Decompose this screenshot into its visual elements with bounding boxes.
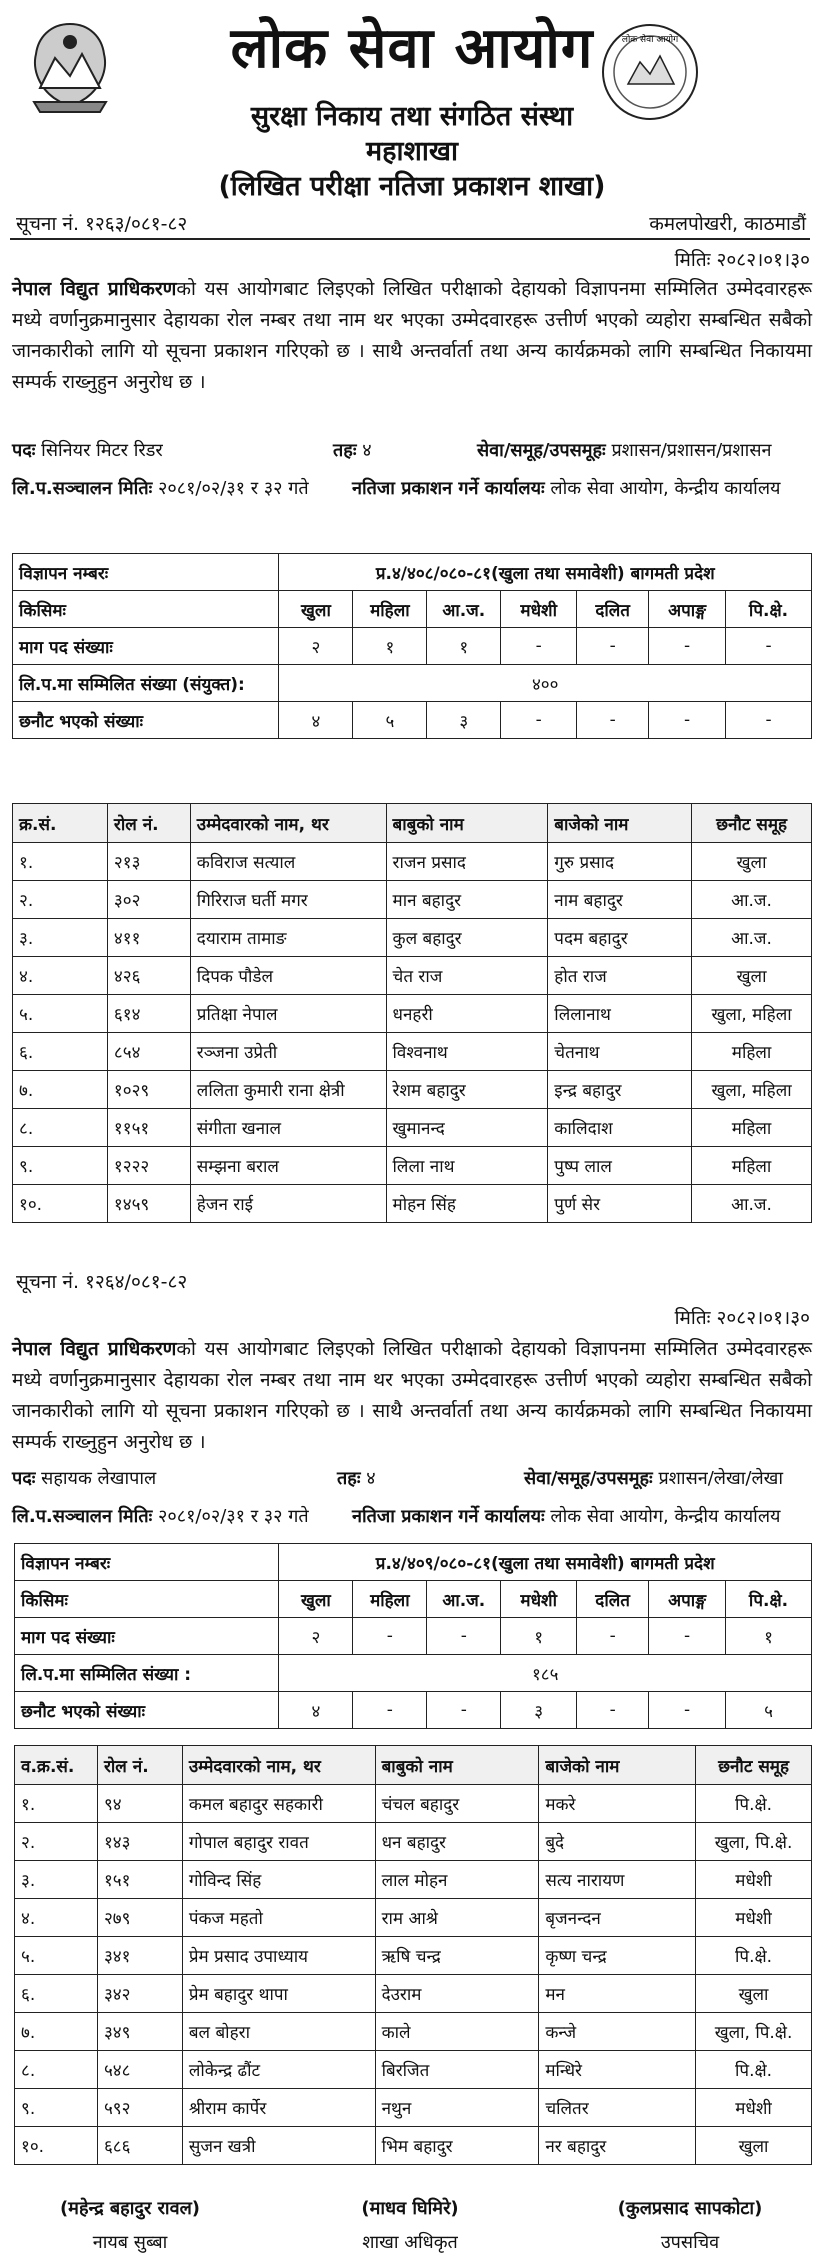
table-cell: पंकज महतो — [182, 1899, 375, 1937]
table-cell: पि.क्षे. — [696, 2051, 812, 2089]
table-cell: बल बोहरा — [182, 2013, 375, 2051]
table-row — [15, 2013, 812, 2051]
notice1-service: सेवा/समूह/उपसमूहः प्रशासन/प्रशासन/प्रशासन — [477, 440, 772, 461]
table-cell: लिलानाथ — [548, 995, 692, 1033]
table-cell: होत राज — [548, 957, 692, 995]
table-cell: दयाराम तामाङ — [190, 919, 386, 957]
table-cell: राजन प्रसाद — [386, 843, 548, 881]
table-cell: नर बहादुर — [539, 2127, 696, 2165]
notice1-adv-number: प्र.४/४०८/०८०-८१(खुला तथा समावेशी) बागमती प्रदेश — [279, 554, 812, 591]
table-cell: ५४८ — [97, 2051, 182, 2089]
table-cell: १०२९ — [107, 1071, 190, 1109]
table-cell: बृजनन्दन — [539, 1899, 696, 1937]
table-cell: कन्जे — [539, 2013, 696, 2051]
table-cell: सम्झना बराल — [190, 1147, 386, 1185]
table-row — [13, 1033, 812, 1071]
page-title: लोक सेवा आयोग — [230, 16, 594, 81]
table-cell: चेतनाथ — [548, 1033, 692, 1071]
table-cell: २७९ — [97, 1899, 182, 1937]
table-cell: खुला, पि.क्षे. — [696, 1823, 812, 1861]
table-row — [13, 881, 812, 919]
table-cell: ४. — [13, 957, 108, 995]
table-cell: खुला — [696, 2127, 812, 2165]
table-cell: पि.क्षे. — [696, 1785, 812, 1823]
table-cell: मधेशी — [696, 1861, 812, 1899]
table-cell: संगीता खनाल — [190, 1109, 386, 1147]
table-cell: ४. — [15, 1899, 98, 1937]
table-cell: नाम बहादुर — [548, 881, 692, 919]
table-cell: ४२६ — [107, 957, 190, 995]
notice1-results-table: क्र.सं. रोल नं. उम्मेदवारको नाम, थर बाबुको नाम बाजेको नाम छनौट समूह १. २१३ कविराज सत्याल राजन प्रसाद गुरु प्रसाद खुला २. ३०२ गिरिराज घर्ती मगर मान बहादुर नाम बहादुर आ.ज. ३. ४११ दयाराम तामाङ कुल बहादुर पदम बहादुर आ.ज. ४. ४२६ दिपक पौडेल चेत राज होत राज खुला ५. ६१४ प्रतिक्षा नेपाल धनहरी लिलानाथ खुला, महिला ६. ८५४ रञ्जना उप्रेती विश्वनाथ चेतनाथ महिला ७. १०२९ ललिता कुमारी राना क्षेत्री रेशम बहादुर इन्द्र बहादुर खुला, महिला ८. ११५१ संगीता खनाल खुमानन्द कालिदाश महिला ९. १२२२ सम्झना बराल लिला नाथ पुष्प लाल महिला १०. १४५९ हेजन राई मोहन सिंह पुर्ण सेर आ.ज. — [12, 803, 812, 1223]
table-cell: चंचल बहादुर — [375, 1785, 539, 1823]
table-cell: ३. — [15, 1861, 98, 1899]
table-cell: ७. — [15, 2013, 98, 2051]
table-cell: महिला — [692, 1147, 812, 1185]
table-cell: ४११ — [107, 919, 190, 957]
table-row — [15, 2127, 812, 2165]
table-cell: कविराज सत्याल — [190, 843, 386, 881]
table-cell: आ.ज. — [692, 881, 812, 919]
table-row — [13, 919, 812, 957]
table-row — [15, 1975, 812, 2013]
table-cell: मान बहादुर — [386, 881, 548, 919]
table-cell: खुला — [696, 1975, 812, 2013]
notice2-post: पदः सहायक लेखापाल — [12, 1468, 157, 1489]
table-cell: ८. — [15, 2051, 98, 2089]
signature-3: (कुलप्रसाद सापकोटा) उपसचिव — [617, 2198, 763, 2253]
table-cell: खुला, पि.क्षे. — [696, 2013, 812, 2051]
table-cell: मकरे — [539, 1785, 696, 1823]
header-line-2: महाशाखा — [366, 136, 458, 167]
notice2-text: को यस आयोगबाट लिइएको लिखित परीक्षाको देहायको विज्ञापनमा सम्मिलित उम्मेदवारहरू मध्ये वर्णानुक्रमानुसार देहायका रोल नम्बर तथा नाम थर भएका उम्मेदवारहरू उत्तीर्ण भएको व्यहोरा सम्बन्धित सबैको जानकारीको लागि यो सूचना प्रकाशन गरिएको छ । साथै अन्तर्वार्ता तथा अन्य कार्यक्रमको लागि सम्बन्धित निकायमा सम्पर्क राख्नुहुन अनुरोध छ । — [12, 1338, 812, 1453]
table-cell: महिला — [692, 1033, 812, 1071]
table-row — [15, 1899, 812, 1937]
table-cell: १. — [13, 843, 108, 881]
table-cell: प्रेम बहादुर थापा — [182, 1975, 375, 2013]
table-cell: ५. — [15, 1937, 98, 1975]
table-cell: १४५९ — [107, 1185, 190, 1223]
table-cell: ७. — [13, 1071, 108, 1109]
table-cell: विश्वनाथ — [386, 1033, 548, 1071]
table-cell: इन्द्र बहादुर — [548, 1071, 692, 1109]
table-cell: धन बहादुर — [375, 1823, 539, 1861]
notice2-level: तहः ४ — [337, 1468, 376, 1489]
table-cell: खुमानन्द — [386, 1109, 548, 1147]
table-cell: मन — [539, 1975, 696, 2013]
notice1-level: तहः ४ — [333, 440, 372, 461]
notice2-org: नेपाल विद्युत प्राधिकरण — [12, 1338, 177, 1360]
table-cell: ११५१ — [107, 1109, 190, 1147]
table-cell: खुला — [692, 957, 812, 995]
table-row — [13, 1147, 812, 1185]
table-row — [15, 1785, 812, 1823]
table-cell: १०. — [13, 1185, 108, 1223]
table-cell: ३०२ — [107, 881, 190, 919]
table-cell: नथुन — [375, 2089, 539, 2127]
table-cell: गोविन्द सिंह — [182, 1861, 375, 1899]
table-cell: ९. — [13, 1147, 108, 1185]
notice2-number: सूचना नं. १२६४/०८१-८२ — [16, 1271, 188, 1293]
notice2-adv-number: प्र.४/४०९/०८०-८१(खुला तथा समावेशी) बागमती प्रदेश — [279, 1544, 812, 1581]
seal-text: लोक सेवा आयोग — [621, 35, 679, 45]
table-cell: ९. — [15, 2089, 98, 2127]
table-row — [13, 1185, 812, 1223]
table-cell: दिपक पौडेल — [190, 957, 386, 995]
table-cell: काले — [375, 2013, 539, 2051]
table-cell: ५. — [13, 995, 108, 1033]
table-cell: ५९२ — [97, 2089, 182, 2127]
table-cell: ९४ — [97, 1785, 182, 1823]
notice2-service: सेवा/समूह/उपसमूहः प्रशासन/लेखा/लेखा — [524, 1468, 784, 1489]
table-cell: गुरु प्रसाद — [548, 843, 692, 881]
table-cell: मन्धिरे — [539, 2051, 696, 2089]
table-cell: पदम बहादुर — [548, 919, 692, 957]
table-cell: लाल मोहन — [375, 1861, 539, 1899]
notice1-org: नेपाल विद्युत प्राधिकरण — [12, 278, 177, 300]
table-cell: २१३ — [107, 843, 190, 881]
table-cell: श्रीराम कार्पेर — [182, 2089, 375, 2127]
header-line-1: सुरक्षा निकाय तथा संगठित संस्था — [250, 101, 574, 132]
notice1-info-table: विज्ञापन नम्बरः प्र.४/४०८/०८०-८१(खुला तथा समावेशी) बागमती प्रदेश किसिमः खुला महिला आ.ज. मधेशी दलित अपाङ्ग पि.क्षे. माग पद संख्याः २ १ १ - - - - लि.प.मा सम्मिलित संख्या (संयुक्त): ४०० छनौट भएको संख्याः ४ ५ ३ - - - - — [12, 553, 812, 739]
table-row — [13, 995, 812, 1033]
signature-2: (माधव घिमिरे) शाखा अधिकृत — [361, 2198, 459, 2253]
notice1-office: नतिजा प्रकाशन गर्ने कार्यालयः लोक सेवा आयोग, केन्द्रीय कार्यालय — [352, 478, 781, 499]
table-cell: लोकेन्द्र ढौंट — [182, 2051, 375, 2089]
table-cell: १. — [15, 1785, 98, 1823]
table-cell: कालिदाश — [548, 1109, 692, 1147]
table-cell: पि.क्षे. — [696, 1937, 812, 1975]
table-cell: कुल बहादुर — [386, 919, 548, 957]
table-cell: खुला, महिला — [692, 1071, 812, 1109]
table-cell: ६८६ — [97, 2127, 182, 2165]
table-cell: मोहन सिंह — [386, 1185, 548, 1223]
table-cell: सत्य नारायण — [539, 1861, 696, 1899]
notice2-date: मितिः २०८२।०१।३० — [674, 1307, 810, 1329]
table-cell: पुष्प लाल — [548, 1147, 692, 1185]
table-cell: सुजन खत्री — [182, 2127, 375, 2165]
table-cell: २. — [13, 881, 108, 919]
table-cell: ऋषि चन्द्र — [375, 1937, 539, 1975]
table-cell: चेत राज — [386, 957, 548, 995]
table-cell: मधेशी — [696, 2089, 812, 2127]
table-cell: पुर्ण सेर — [548, 1185, 692, 1223]
table-cell: ३४२ — [97, 1975, 182, 2013]
notice1-location: कमलपोखरी, काठमाडौं — [649, 213, 806, 235]
table-cell: धनहरी — [386, 995, 548, 1033]
table-cell: ८५४ — [107, 1033, 190, 1071]
table-cell: गिरिराज घर्ती मगर — [190, 881, 386, 919]
table-row — [13, 843, 812, 881]
table-cell: खुला, महिला — [692, 995, 812, 1033]
table-cell: आ.ज. — [692, 1185, 812, 1223]
table-cell: बिरजित — [375, 2051, 539, 2089]
table-cell: ८. — [13, 1109, 108, 1147]
notice2-office: नतिजा प्रकाशन गर्ने कार्यालयः लोक सेवा आयोग, केन्द्रीय कार्यालय — [352, 1506, 781, 1527]
table-cell: प्रतिक्षा नेपाल — [190, 995, 386, 1033]
table-cell: महिला — [692, 1109, 812, 1147]
notice2-body — [12, 1334, 812, 1458]
table-cell: आ.ज. — [692, 919, 812, 957]
table-cell: ६. — [15, 1975, 98, 2013]
table-cell: लिला नाथ — [386, 1147, 548, 1185]
table-cell: प्रेम प्रसाद उपाध्याय — [182, 1937, 375, 1975]
table-row — [15, 2051, 812, 2089]
notice1-body — [12, 274, 812, 398]
table-cell: १४३ — [97, 1823, 182, 1861]
table-row — [13, 957, 812, 995]
notice1-date: मितिः २०८२।०१।३० — [674, 249, 810, 271]
table-cell: कृष्ण चन्द्र — [539, 1937, 696, 1975]
table-cell: ३४१ — [97, 1937, 182, 1975]
table-row — [15, 1823, 812, 1861]
table-cell: मधेशी — [696, 1899, 812, 1937]
table-cell: रेशम बहादुर — [386, 1071, 548, 1109]
table-cell: ३४९ — [97, 2013, 182, 2051]
table-row — [15, 2089, 812, 2127]
notice1-post: पदः सिनियर मिटर रिडर — [12, 440, 163, 461]
table-row — [15, 1937, 812, 1975]
table-cell: ६. — [13, 1033, 108, 1071]
notice1-exam-date: लि.प.सञ्चालन मितिः २०८१/०२/३१ र ३२ गते — [12, 478, 309, 499]
table-cell: ३. — [13, 919, 108, 957]
notice2-exam-date: लि.प.सञ्चालन मितिः २०८१/०२/३१ र ३२ गते — [12, 1506, 309, 1527]
table-cell: १०. — [15, 2127, 98, 2165]
table-cell: २. — [15, 1823, 98, 1861]
table-cell: चलितर — [539, 2089, 696, 2127]
table-row — [15, 1861, 812, 1899]
table-cell: देउराम — [375, 1975, 539, 2013]
table-cell: ललिता कुमारी राना क्षेत्री — [190, 1071, 386, 1109]
table-cell: राम आश्रे — [375, 1899, 539, 1937]
table-cell: १५१ — [97, 1861, 182, 1899]
notice1-number: सूचना नं. १२६३/०८१-८२ — [16, 213, 188, 235]
table-row — [13, 1071, 812, 1109]
signature-1: (महेन्द्र बहादुर रावल) नायब सुब्बा — [59, 2198, 201, 2253]
notice2-info-table: विज्ञापन नम्बरः प्र.४/४०९/०८०-८१(खुला तथा समावेशी) बागमती प्रदेश किसिमः खुला महिला आ.ज. मधेशी दलित अपाङ्ग पि.क्षे. माग पद संख्याः २ - - १ - - १ लि.प.मा सम्मिलित संख्या : १८५ छनौट भएको संख्याः ४ - - ३ - - ५ — [14, 1543, 812, 1729]
table-cell: भिम बहादुर — [375, 2127, 539, 2165]
table-cell: रञ्जना उप्रेती — [190, 1033, 386, 1071]
notice2-results-table: व.क्र.सं. रोल नं. उम्मेदवारको नाम, थर बाबुको नाम बाजेको नाम छनौट समूह १. ९४ कमल बहादुर सहकारी चंचल बहादुर मकरे पि.क्षे. २. १४३ गोपाल बहादुर रावत धन बहादुर बुदे खुला, पि.क्षे. ३. १५१ गोविन्द सिंह लाल मोहन सत्य नारायण मधेशी ४. २७९ पंकज महतो राम आश्रे बृजनन्दन मधेशी ५. ३४१ प्रेम प्रसाद उपाध्याय ऋषि चन्द्र कृष्ण चन्द्र पि.क्षे. ६. ३४२ प्रेम बहादुर थापा देउराम मन खुला ७. ३४९ बल बोहरा काले कन्जे खुला, पि.क्षे. ८. ५४८ लोकेन्द्र ढौंट बिरजित मन्धिरे पि.क्षे. ९. ५९२ श्रीराम कार्पेर नथुन चलितर मधेशी १०. ६८६ सुजन खत्री भिम बहादुर नर बहादुर खुला — [14, 1745, 812, 2165]
table-cell: गोपाल बहादुर रावत — [182, 1823, 375, 1861]
table-cell: बुदे — [539, 1823, 696, 1861]
table-cell: कमल बहादुर सहकारी — [182, 1785, 375, 1823]
header-line-3: (लिखित परीक्षा नतिजा प्रकाशन शाखा) — [218, 171, 606, 202]
table-row — [13, 1109, 812, 1147]
table-cell: १२२२ — [107, 1147, 190, 1185]
table-cell: ६१४ — [107, 995, 190, 1033]
table-cell: खुला — [692, 843, 812, 881]
notice1-text: को यस आयोगबाट लिइएको लिखित परीक्षाको देहायको विज्ञापनमा सम्मिलित उम्मेदवारहरू मध्ये वर्णानुक्रमानुसार देहायका रोल नम्बर तथा नाम थर भएका उम्मेदवारहरू उत्तीर्ण भएको व्यहोरा सम्बन्धित सबैको जानकारीको लागि यो सूचना प्रकाशन गरिएको छ । साथै अन्तर्वार्ता तथा अन्य कार्यक्रमको लागि सम्बन्धित निकायमा सम्पर्क राख्नुहुन अनुरोध छ । — [12, 278, 812, 393]
table-cell: हेजन राई — [190, 1185, 386, 1223]
